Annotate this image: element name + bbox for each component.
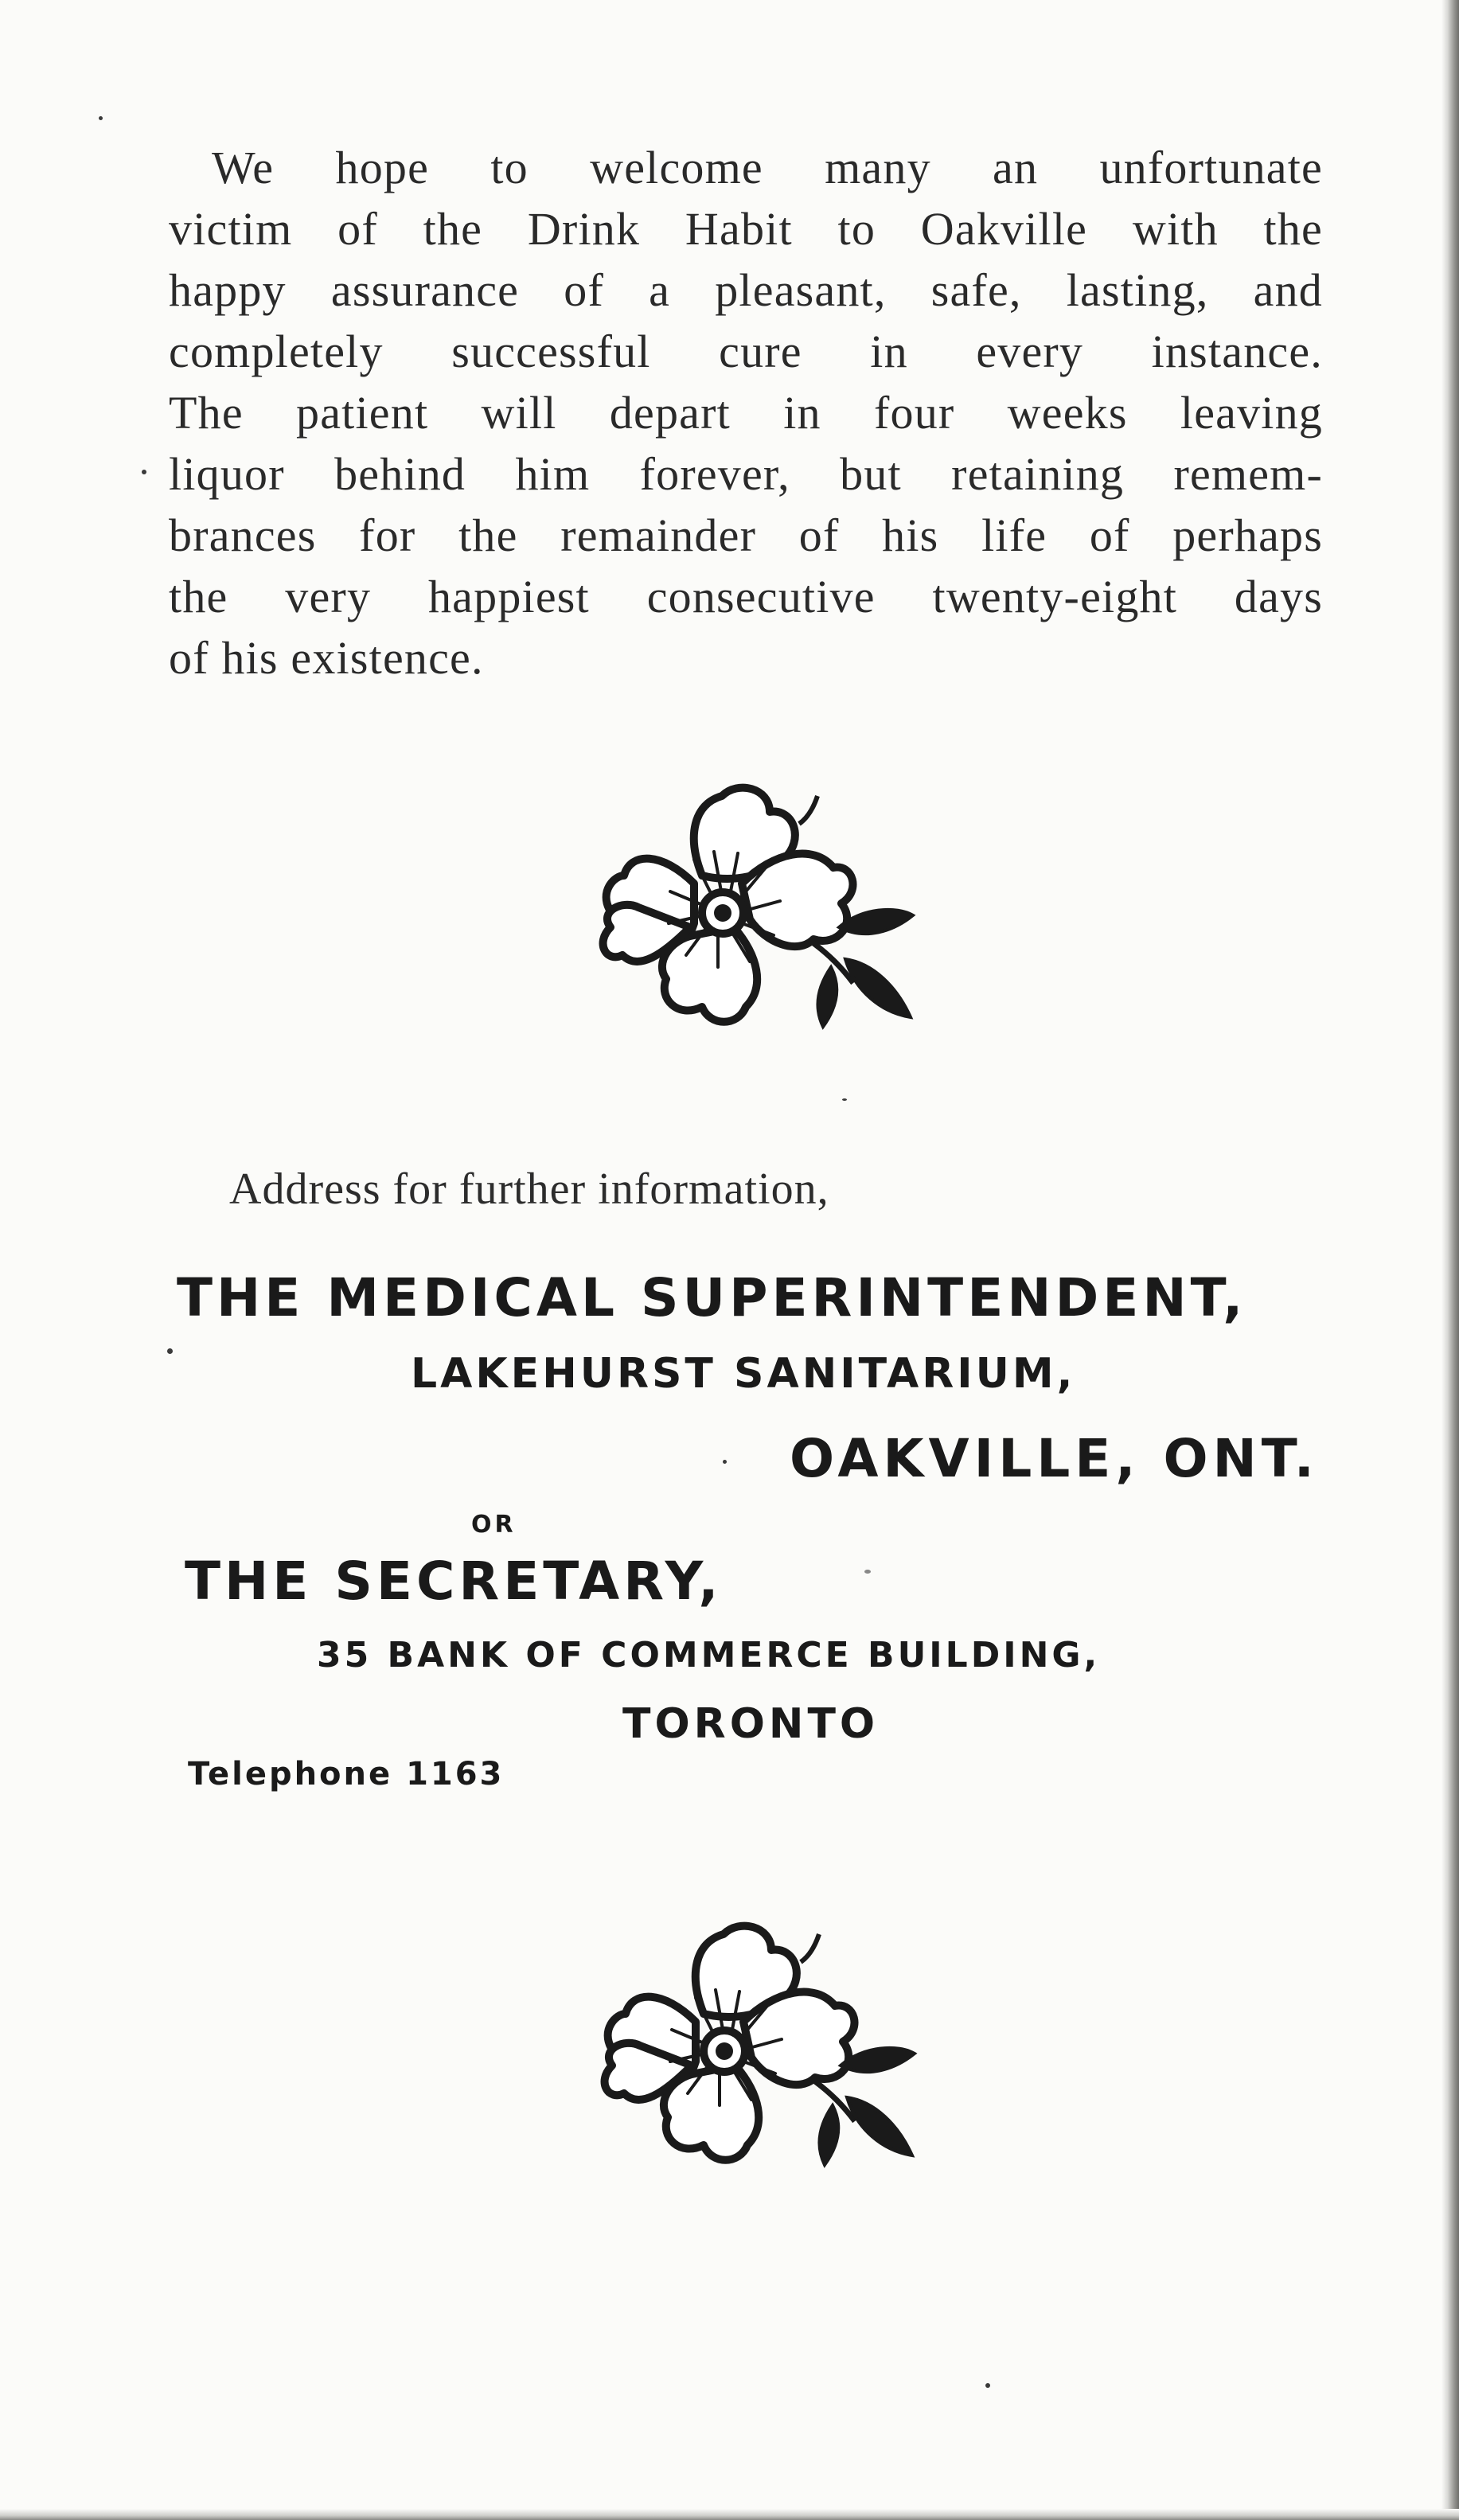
addressee-place: OAKVILLE, ONT. — [790, 1428, 1319, 1489]
address-lead: Address for further information, — [229, 1164, 829, 1214]
paragraph-line: of his existence. — [169, 632, 484, 684]
paragraph-line: brances for the remainder of his life of perhaps — [169, 509, 1323, 561]
dust-speck — [985, 2383, 990, 2388]
paragraph-line: completely successful cure in every instance. — [169, 326, 1323, 377]
dust-speck — [864, 1570, 871, 1574]
paragraph-line: We hope to welcome many an unfortunate — [212, 142, 1323, 193]
rose-flower-icon — [576, 1902, 942, 2173]
rose-flower-svg — [575, 764, 941, 1035]
dust-speck — [99, 116, 103, 120]
page-edge-shadow — [1441, 0, 1459, 2520]
address-or: OR — [471, 1511, 517, 1539]
addressee-medical-superintendent: THE MEDICAL SUPERINTENDENT, — [177, 1267, 1247, 1328]
paragraph-line: liquor behind him forever, but retaining remem- — [169, 448, 1323, 500]
dust-speck — [723, 1460, 727, 1464]
dust-speck — [142, 470, 146, 474]
telephone-number: Telephone 1163 — [188, 1756, 505, 1792]
addressee-secretary: THE SECRETARY, — [185, 1551, 723, 1612]
rose-flower-svg — [576, 1902, 942, 2173]
paragraph-line: The patient will depart in four weeks leaving — [169, 387, 1323, 439]
address-street: 35 BANK OF COMMERCE BUILDING, — [317, 1635, 1101, 1675]
dust-speck — [167, 1348, 173, 1354]
paragraph-line: victim of the Drink Habit to Oakville with the — [169, 203, 1323, 255]
addressee-sanitarium: LAKEHURST SANITARIUM, — [411, 1350, 1076, 1398]
rose-flower-icon — [575, 764, 941, 1035]
address-city: TORONTO — [622, 1700, 880, 1748]
paragraph-line: the very happiest consecutive twenty-eight days — [169, 571, 1323, 622]
dust-speck — [842, 1098, 847, 1101]
paragraph-line: happy assurance of a pleasant, safe, lasting, and — [169, 264, 1323, 316]
intro-paragraph — [169, 137, 1323, 689]
page-bottom-edge — [0, 2509, 1459, 2520]
